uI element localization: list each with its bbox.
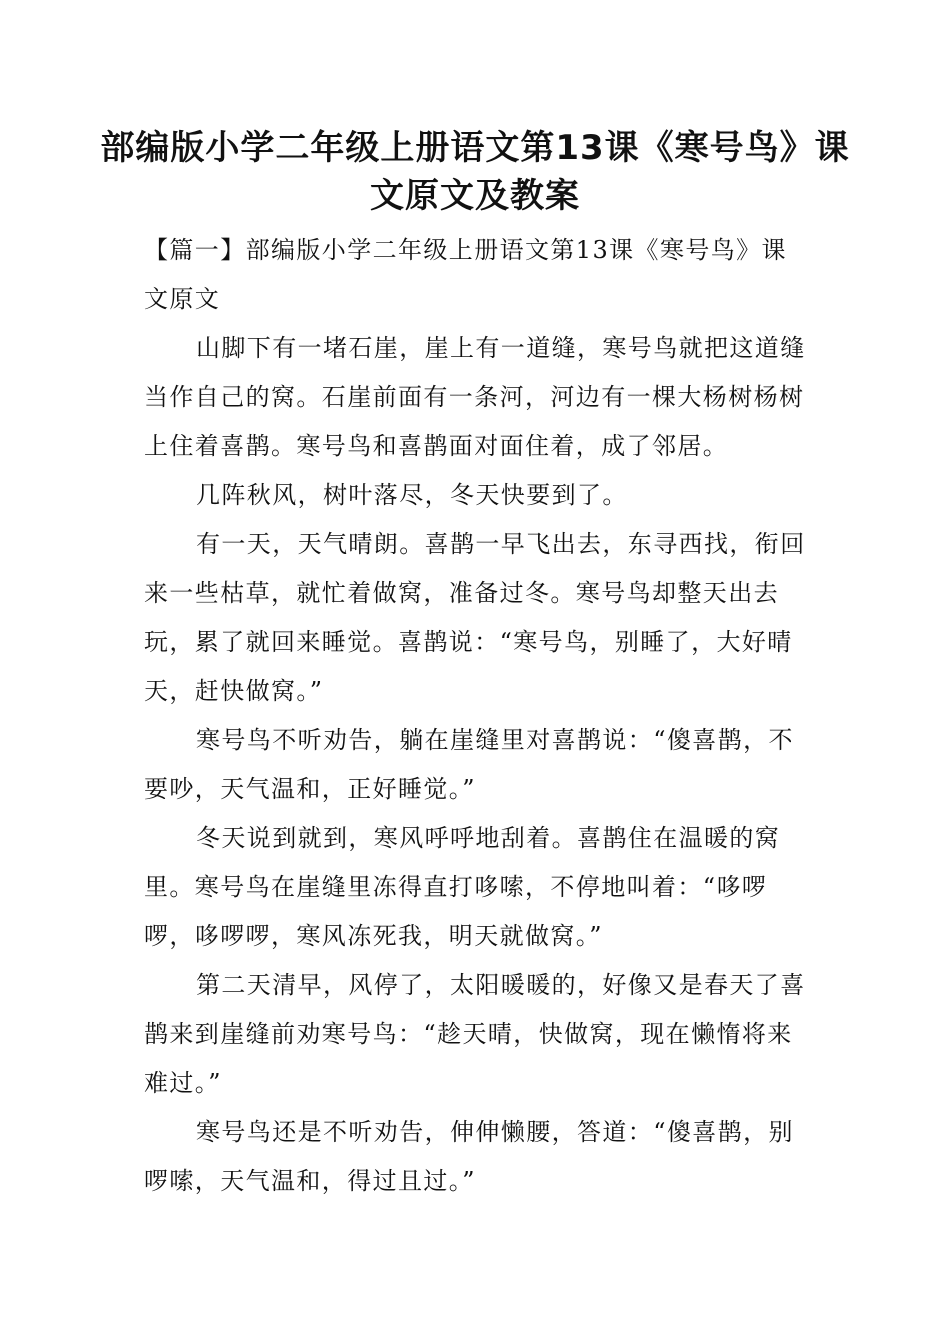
paragraph: 寒号鸟还是不听劝告，伸伸懒腰，答道：“傻喜鹊，别啰嗦，天气温和，得过且过。”	[144, 1118, 794, 1195]
document-body	[144, 226, 812, 1206]
document-title: 部编版小学二年级上册语文第13课《寒号鸟》课文原文及教案	[100, 128, 850, 216]
paragraph: 几阵秋风，树叶落尽，冬天快要到了。	[196, 481, 628, 509]
paragraph: 冬天说到就到，寒风呼呼地刮着。喜鹊住在温暖的窝里。寒号鸟在崖缝里冻得直打哆嗦，不停地叫着：“哆啰啰，哆啰啰，寒风冻死我，明天就做窝。”	[144, 824, 781, 950]
paragraph: 有一天，天气晴朗。喜鹊一早飞出去，东寻西找，衔回来一些枯草，就忙着做窝，准备过冬。寒号鸟却整天出去玩，累了就回来睡觉。喜鹊说：“寒号鸟，别睡了，大好晴天，赶快做窝。”	[144, 530, 806, 705]
paragraph: 第二天清早，风停了，太阳暖暖的，好像又是春天了喜鹊来到崖缝前劝寒号鸟：“趁天晴，快做窝，现在懒惰将来难过。”	[144, 971, 806, 1097]
section-heading: 【篇一】部编版小学二年级上册语文第13课《寒号鸟》课文原文	[144, 236, 787, 313]
paragraph: 寒号鸟不听劝告，躺在崖缝里对喜鹊说：“傻喜鹊，不要吵，天气温和，正好睡觉。”	[144, 726, 794, 803]
paragraph: 山脚下有一堵石崖，崖上有一道缝，寒号鸟就把这道缝当作自己的窝。石崖前面有一条河，河边有一棵大杨树杨树上住着喜鹊。寒号鸟和喜鹊面对面住着，成了邻居。	[144, 334, 806, 460]
